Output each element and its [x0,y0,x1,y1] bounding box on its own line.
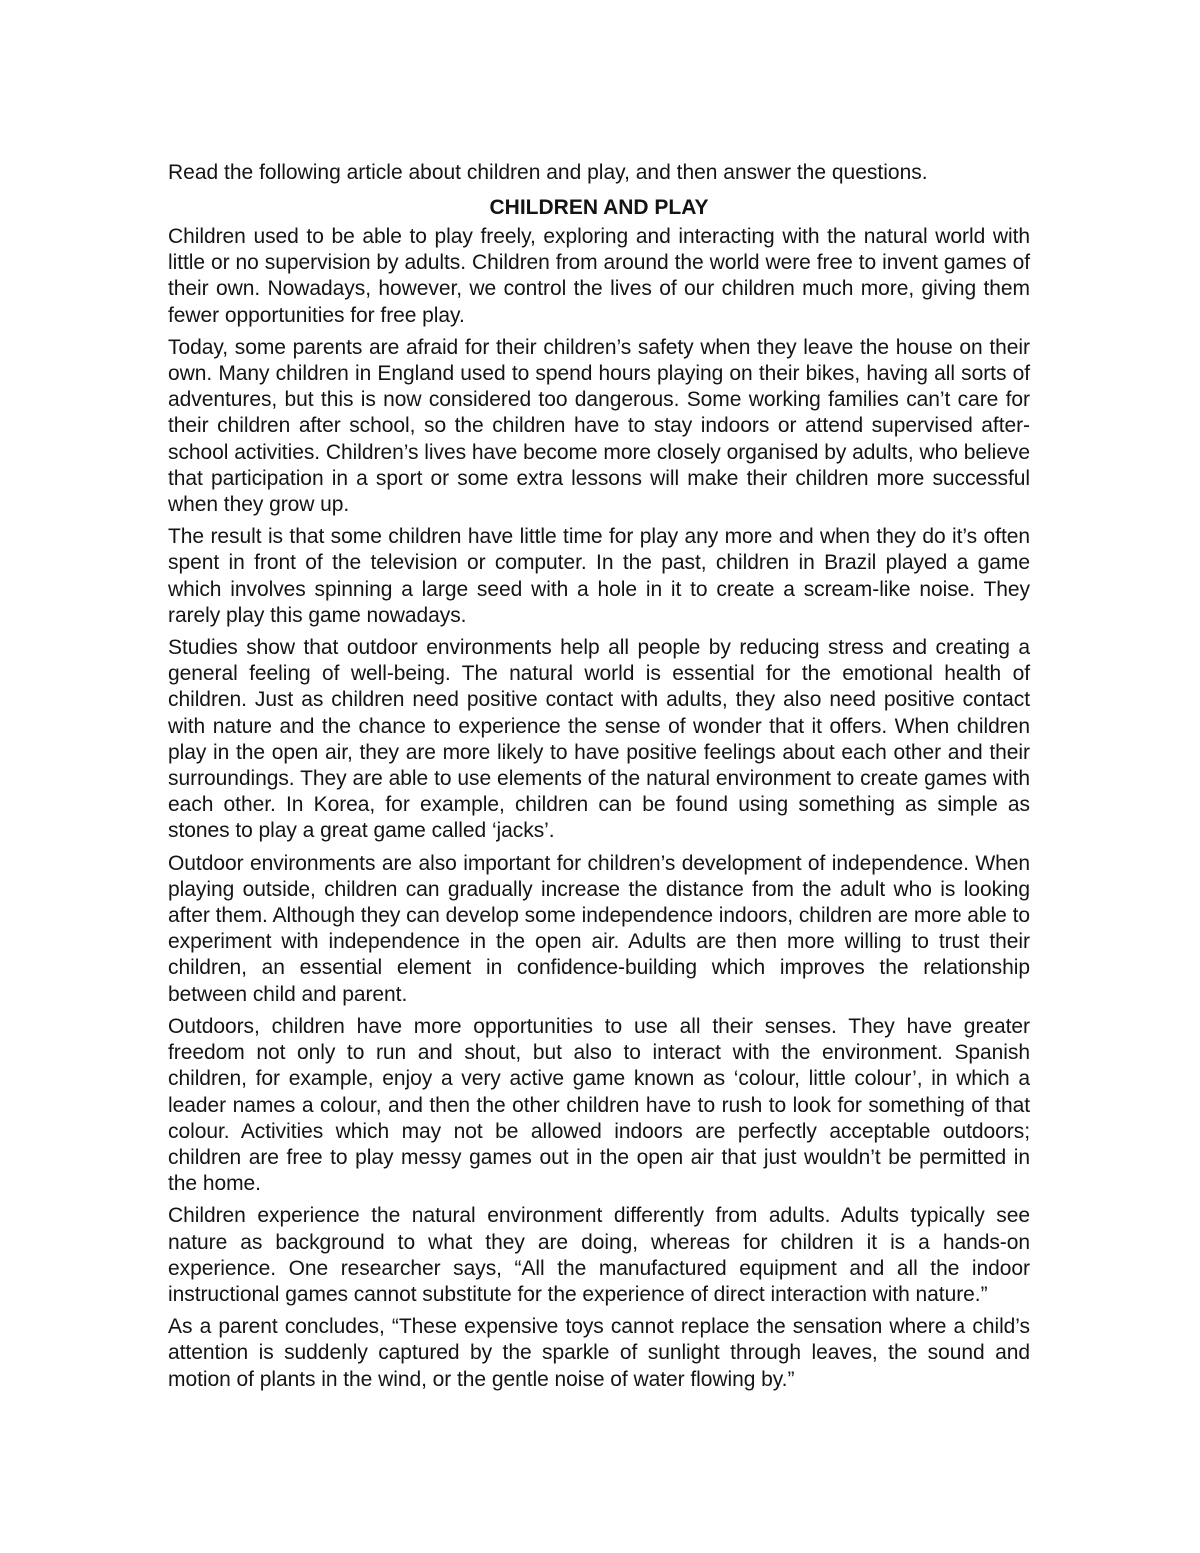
article-paragraph-7: Children experience the natural environment differently from adults. Adults typically see nature as background to what they are doing, whereas for children it is a hands-on experience. One researcher says, “All the manufactured equipment and all the indoor instructional games cannot substitute for the experience of direct interaction with nature.” [168,1204,1030,1306]
article-paragraph-5: Outdoor environments are also important for children’s development of independence. When playing outside, children can gradually increase the distance from the adult who is looking after them. Although they can develop some independence indoors, children are more able to experiment with independence in the open air. Adults are then more willing to trust their children, an essential element in confidence-building which improves the relationship between child and parent. [168,851,1030,1006]
article-title: CHILDREN AND PLAY [489,196,709,219]
article-paragraph-8: As a parent concludes, “These expensive toys cannot replace the sensation where a child’s attention is suddenly captured by the sparkle of sunlight through leaves, the sound and motion of plants in the wind, or the gentle noise of water flowing by.” [168,1315,1030,1391]
article-paragraph-4: Studies show that outdoor environments help all people by reducing stress and creating a general feeling of well-being. The natural world is essential for the emotional health of children. Just as children need positive contact with adults, they also need positive contact with nature and the chance to experience the sense of wonder that it offers. When children play in the open air, they are more likely to have positive feelings about each other and their surroundings. They are able to use elements of the natural environment to create games with each other. In Korea, for example, children can be found using something as simple as stones to play a great game called ‘jacks’. [168,636,1030,843]
article-paragraph-6: Outdoors, children have more opportunities to use all their senses. They have greater freedom not only to run and shout, but also to interact with the environment. Spanish children, for example, enjoy a very active game known as ‘colour, little colour’, in which a leader names a colour, and then the other children have to rush to look for something of that colour. Activities which may not be allowed indoors are perfectly acceptable outdoors; children are free to play messy games out in the open air that just wouldn’t be permitted in the home. [168,1014,1030,1196]
instruction-text: Read the following article about children and play, and then answer the questions. [168,161,928,184]
document-content [168,160,1030,1399]
article-paragraph-3: The result is that some children have little time for play any more and when they do it’s often spent in front of the television or computer. In the past, children in Brazil played a game which involves spinning a large seed with a hole in it to create a scream-like noise. They rarely play this game nowadays. [168,525,1030,627]
article-paragraph-2: Today, some parents are afraid for their children’s safety when they leave the house on their own. Many children in England used to spend hours playing on their bikes, having all sorts of adventures, but this is now considered too dangerous. Some working families can’t care for their children after school, so the children have to stay indoors or attend supervised after-school activities. Children’s lives have become more closely organised by adults, who believe that participation in a sport or some extra lessons will make their children more successful when they grow up. [168,335,1030,517]
article-paragraph-1: Children used to be able to play freely, exploring and interacting with the natural world with little or no supervision by adults. Children from around the world were free to invent games of their own. Nowadays, however, we control the lives of our children much more, giving them fewer opportunities for free play. [168,225,1030,327]
